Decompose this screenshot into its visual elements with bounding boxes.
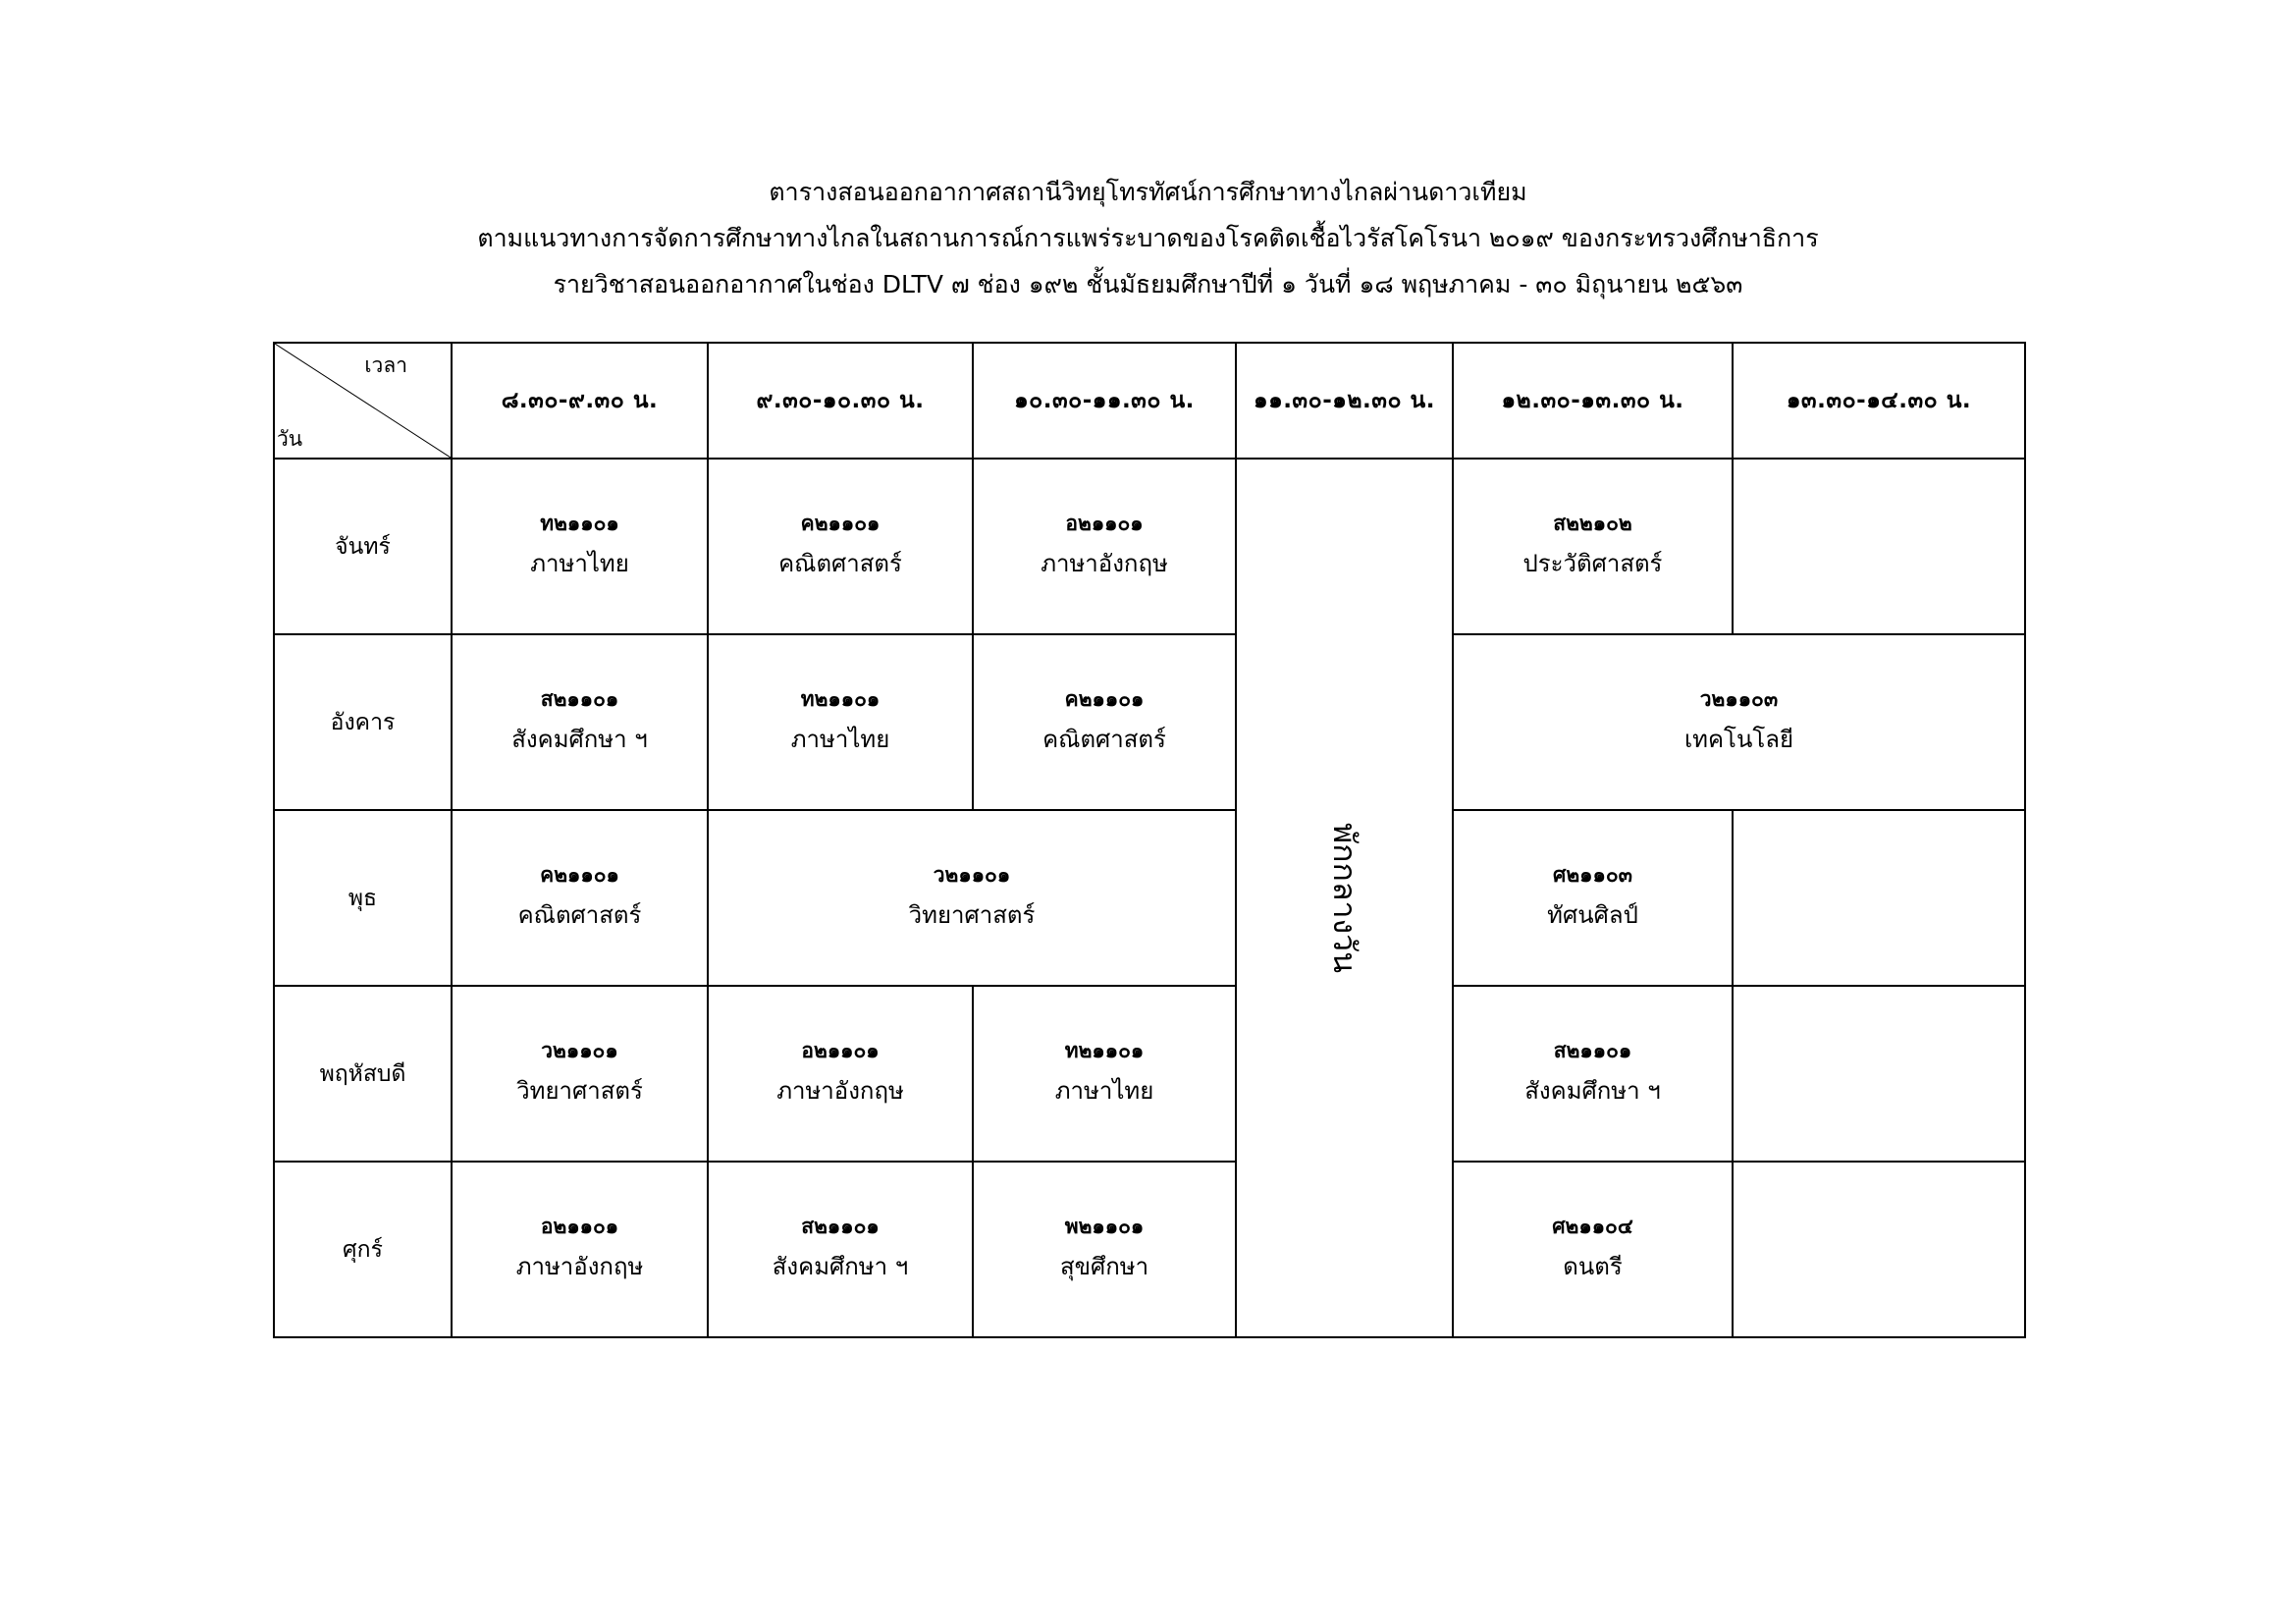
class-cell <box>708 1162 973 1337</box>
class-cell <box>1453 634 2025 810</box>
subject-name: สังคมศึกษา ฯ <box>772 1252 909 1280</box>
subject-code: ส๒๒๑๐๒ <box>1553 511 1632 535</box>
subject-code: ศ๒๑๑๐๔ <box>1552 1214 1633 1238</box>
day-row-tuesday <box>274 634 2025 810</box>
class-cell <box>452 1162 708 1337</box>
title-line-1: ตารางสอนออกอากาศสถานีวิทยุโทรทัศน์การศึกษาทางไกลผ่านดาวเทียม <box>769 178 1527 206</box>
schedule-table <box>273 342 2026 1338</box>
subject-name: สังคมศึกษา ฯ <box>511 725 648 753</box>
subject-name: ทัศนศิลป์ <box>1547 900 1638 929</box>
day-label: จันทร์ <box>274 459 452 634</box>
class-cell <box>708 986 973 1162</box>
subject-code: ส๒๑๑๐๑ <box>801 1214 880 1238</box>
day-label: ศุกร์ <box>274 1162 452 1337</box>
header-row <box>274 343 2025 459</box>
subject-name: คณิตศาสตร์ <box>1042 725 1166 753</box>
class-cell <box>452 459 708 634</box>
subject-code: ท๒๑๑๐๑ <box>540 511 619 535</box>
day-label: พุธ <box>274 810 452 986</box>
subject-code: อ๒๑๑๐๑ <box>801 1038 880 1062</box>
day-row-monday <box>274 459 2025 634</box>
title-line-2: ตามแนวทางการจัดการศึกษาทางไกลในสถานการณ์การแพร่ระบาดของโรคติดเชื้อไวรัสโคโรนา ๒๐๑๙ ของกระทรวงศึกษาธิการ <box>477 224 1819 252</box>
class-cell <box>1453 459 1733 634</box>
day-row-friday <box>274 1162 2025 1337</box>
class-cell <box>1453 810 1733 986</box>
period-header: ๑๑.๓๐-๑๒.๓๐ น. <box>1236 343 1453 459</box>
class-cell <box>452 810 708 986</box>
empty-cell <box>1733 986 2025 1162</box>
class-cell <box>1453 1162 1733 1337</box>
document-header <box>0 169 2296 307</box>
subject-name: คณิตศาสตร์ <box>778 549 902 577</box>
class-cell <box>708 459 973 634</box>
subject-code: ท๒๑๑๐๑ <box>800 686 881 711</box>
subject-code: ค๒๑๑๐๑ <box>540 862 619 887</box>
subject-code: ส๒๑๑๐๑ <box>540 686 619 711</box>
subject-code: ว๒๑๑๐๑ <box>541 1038 618 1062</box>
subject-code: พ๒๑๑๐๑ <box>1064 1214 1145 1238</box>
day-label: อังคาร <box>274 634 452 810</box>
subject-name: ภาษาอังกฤษ <box>515 1252 644 1280</box>
subject-name: สังคมศึกษา ฯ <box>1524 1076 1661 1105</box>
empty-cell <box>1733 459 2025 634</box>
period-header: ๑๓.๓๐-๑๔.๓๐ น. <box>1733 343 2025 459</box>
corner-time-label: เวลา <box>364 353 407 377</box>
subject-name: ดนตรี <box>1563 1252 1623 1280</box>
subject-code: ท๒๑๑๐๑ <box>1064 1038 1145 1062</box>
day-row-wednesday <box>274 810 2025 986</box>
subject-name: ภาษาไทย <box>530 549 629 577</box>
subject-name: ภาษาอังกฤษ <box>776 1076 904 1105</box>
class-cell <box>973 634 1236 810</box>
period-header: ๑๐.๓๐-๑๑.๓๐ น. <box>973 343 1236 459</box>
empty-cell <box>1733 810 2025 986</box>
subject-code: ว๒๑๑๐๑ <box>933 862 1011 887</box>
day-label: พฤหัสบดี <box>274 986 452 1162</box>
class-cell <box>708 810 1236 986</box>
class-cell <box>452 634 708 810</box>
period-header: ๙.๓๐-๑๐.๓๐ น. <box>708 343 973 459</box>
subject-code: ว๒๑๑๐๓ <box>1699 686 1779 711</box>
title-line-3: รายวิชาสอนออกอากาศในช่อง DLTV ๗ ช่อง ๑๙๒ ชั้นมัธยมศึกษาปีที่ ๑ วันที่ ๑๘ พฤษภาคม - ๓๐ มิถุนายน ๒๕๖๓ <box>553 270 1743 298</box>
empty-cell <box>1733 1162 2025 1337</box>
subject-name: วิทยาศาสตร์ <box>908 900 1036 929</box>
subject-name: วิทยาศาสตร์ <box>516 1076 643 1105</box>
subject-code: อ๒๑๑๐๑ <box>1065 511 1144 535</box>
class-cell <box>973 459 1236 634</box>
day-row-thursday <box>274 986 2025 1162</box>
corner-day-label: วัน <box>277 427 303 451</box>
class-cell <box>708 634 973 810</box>
period-header: ๑๒.๓๐-๑๓.๓๐ น. <box>1453 343 1733 459</box>
lunch-break-label: พักกลางวัน <box>1325 823 1363 973</box>
subject-name: ภาษาอังกฤษ <box>1041 549 1168 577</box>
subject-code: ค๒๑๑๐๑ <box>1064 686 1145 711</box>
subject-name: ภาษาไทย <box>1054 1076 1154 1105</box>
subject-code: ค๒๑๑๐๑ <box>800 511 881 535</box>
subject-code: อ๒๑๑๐๑ <box>540 1214 619 1238</box>
class-cell <box>1453 986 1733 1162</box>
subject-name: ประวัติศาสตร์ <box>1522 549 1663 577</box>
lunch-break-cell <box>1236 459 1453 1337</box>
class-cell <box>452 986 708 1162</box>
period-header: ๘.๓๐-๙.๓๐ น. <box>452 343 708 459</box>
subject-code: ส๒๑๑๐๑ <box>1553 1038 1632 1062</box>
class-cell <box>973 1162 1236 1337</box>
subject-name: เทคโนโลยี <box>1683 725 1794 753</box>
subject-code: ศ๒๑๑๐๓ <box>1552 862 1632 887</box>
subject-name: สุขศึกษา <box>1059 1252 1149 1280</box>
class-cell <box>973 986 1236 1162</box>
subject-name: คณิตศาสตร์ <box>517 900 642 929</box>
subject-name: ภาษาไทย <box>790 725 890 753</box>
corner-cell <box>274 343 452 459</box>
